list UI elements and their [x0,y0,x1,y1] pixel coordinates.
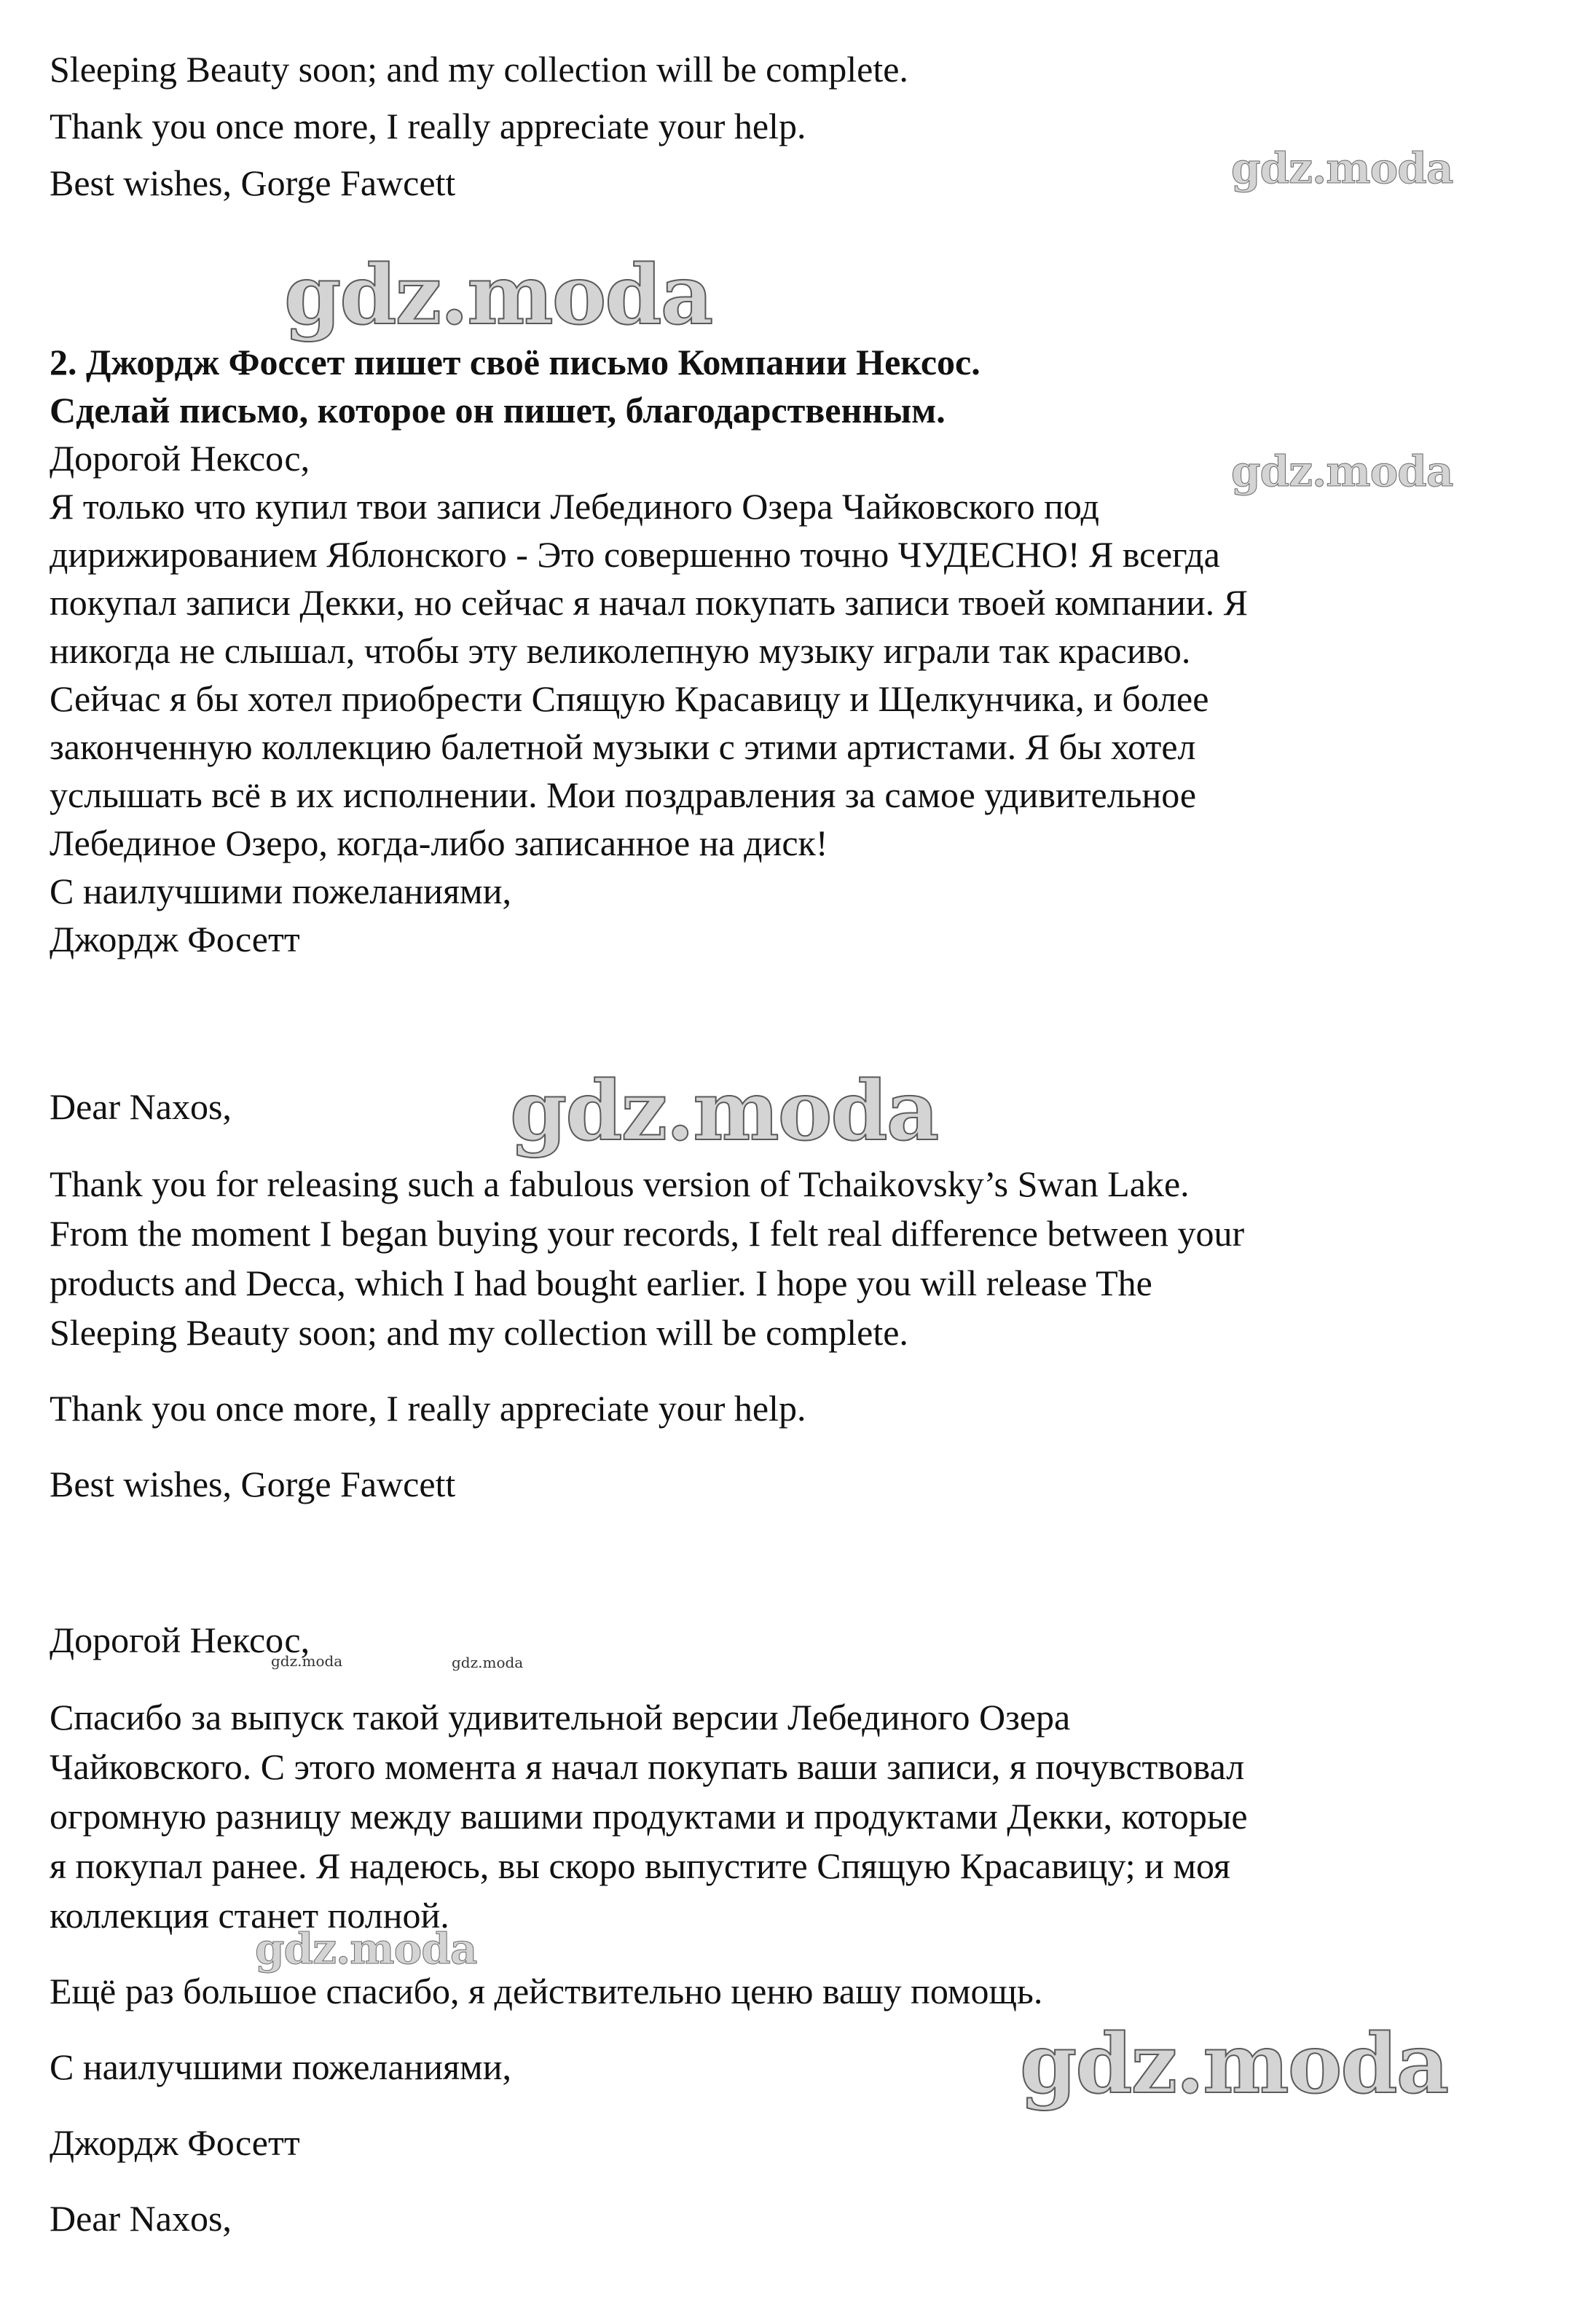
english-letter-signoff: Best wishes, Gorge Fawcett [50,1464,456,1504]
original-letter-line: никогда не слышал, чтобы эту великолепную музыку играли так красиво. [50,630,1191,671]
watermark: gdz.moda [1231,447,1453,496]
russian-letter-greeting: Дорогой Нексос, [50,1620,310,1660]
watermark: gdz.moda [452,1654,524,1671]
english-letter-body-line: From the moment I began buying your records, I felt real difference between your [50,1213,1245,1254]
original-letter-line: Дорогой Нексос, [50,438,310,479]
russian-letter-body-line: Спасибо за выпуск такой удивительной версии Лебединого Озера [50,1697,1071,1738]
top-letter-line: Thank you once more, I really appreciate your help. [50,106,806,146]
next-letter-greeting: Dear Naxos, [50,2198,232,2239]
original-letter-line: Я только что купил твои записи Лебединого Озера Чайковского под [50,486,1099,527]
watermark: gdz.moda [271,1652,343,1670]
russian-letter-thanks: Ещё раз большое спасибо, я действительно ценю вашу помощь. [50,1971,1043,2011]
english-letter-body-line: products and Decca, which I had bought earlier. I hope you will release The [50,1263,1152,1303]
original-letter-line: услышать всё в их исполнении. Мои поздравления за самое удивительное [50,774,1197,815]
task-title-line: Сделай письмо, которое он пишет, благодарственным. [50,390,946,431]
russian-letter-body-line: я покупал ранее. Я надеюсь, вы скоро выпустите Спящую Красавицу; и моя [50,1845,1231,1886]
watermark: gdz.moda [284,248,712,343]
original-letter-line: С наилучшими пожеланиями, [50,871,511,911]
original-letter-line: Лебединое Озеро, когда-либо записанное на диск! [50,823,828,863]
original-letter-line: Сейчас я бы хотел приобрести Спящую Красавицу и Щелкунчика, и более [50,678,1209,719]
top-letter-line: Best wishes, Gorge Fawcett [50,162,456,203]
russian-letter-body-line: огромную разницу между вашими продуктами и продуктами Декки, которые [50,1796,1248,1837]
english-letter-body-line: Sleeping Beauty soon; and my collection will be complete. [50,1312,908,1353]
watermark: gdz.moda [510,1064,938,1159]
english-letter-greeting: Dear Naxos, [50,1086,232,1127]
original-letter-line: законченную коллекцию балетной музыки с этими артистами. Я бы хотел [50,726,1196,767]
watermark: gdz.moda [1231,144,1453,193]
english-letter-thanks: Thank you once more, I really appreciate your help. [50,1388,806,1429]
russian-letter-signoff: С наилучшими пожеланиями, [50,2046,511,2087]
original-letter-line: Джордж Фосетт [50,919,300,959]
original-letter-line: дирижированием Яблонского - Это совершенно точно ЧУДЕСНО! Я всегда [50,534,1220,575]
original-letter-line: покупал записи Декки, но сейчас я начал покупать записи твоей компании. Я [50,582,1248,623]
russian-letter-body-line: коллекция станет полной. [50,1895,449,1936]
task-title-line: 2. Джордж Фоссет пишет своё письмо Компании Нексос. [50,342,980,382]
watermark: gdz.moda [255,1924,477,1974]
english-letter-body-line: Thank you for releasing such a fabulous version of Tchaikovsky’s Swan Lake. [50,1163,1190,1204]
watermark: gdz.moda [1020,2017,1448,2112]
russian-letter-body-line: Чайковского. С этого момента я начал покупать ваши записи, я почувствовал [50,1746,1245,1787]
russian-letter-signature: Джордж Фосетт [50,2122,300,2163]
top-letter-line: Sleeping Beauty soon; and my collection will be complete. [50,49,908,90]
